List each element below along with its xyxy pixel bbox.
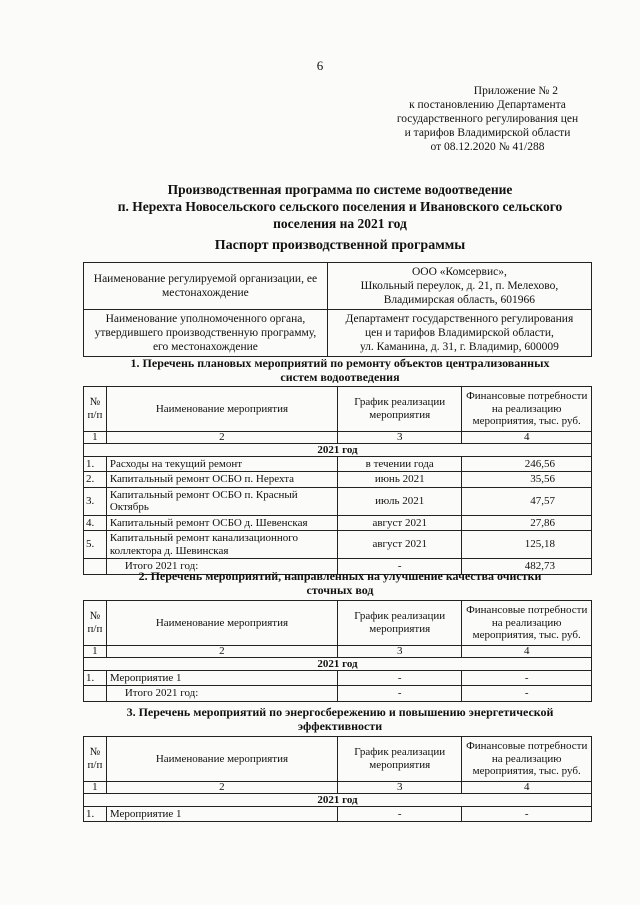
header-line: График реализации bbox=[354, 396, 446, 409]
header-line: График реализации bbox=[354, 610, 446, 623]
table-header-row bbox=[84, 601, 592, 646]
section-3-table bbox=[83, 736, 592, 822]
page-number: 6 bbox=[316, 58, 324, 73]
schedule-cell: - bbox=[337, 806, 461, 822]
finance-cell: 35,56 bbox=[462, 472, 592, 488]
total-row bbox=[84, 686, 592, 702]
column-index-cell: 1 bbox=[84, 645, 107, 657]
column-index-cell: 3 bbox=[337, 645, 461, 657]
appendix-line: к постановлению Департамента bbox=[409, 99, 566, 111]
header-line: мероприятия bbox=[369, 758, 431, 771]
event-name-line: Капитальный ремонт ОСБО п. Красный bbox=[109, 488, 298, 501]
section-heading-line: эффективности bbox=[297, 719, 383, 733]
header-line: Наименование мероприятия bbox=[155, 616, 289, 629]
header-line: на реализацию bbox=[491, 402, 562, 415]
column-index-row bbox=[84, 781, 592, 793]
passport-value-line: Владимирская область, 601966 bbox=[383, 294, 536, 306]
event-name-cell bbox=[106, 806, 337, 822]
header-line: № bbox=[89, 396, 101, 409]
table-row bbox=[84, 487, 592, 515]
appendix-line: от 08.12.2020 № 41/288 bbox=[430, 141, 545, 153]
event-name-cell bbox=[106, 456, 337, 472]
column-index-cell: 2 bbox=[106, 431, 337, 443]
event-name-line: Октябрь bbox=[109, 501, 149, 513]
finance-cell: 246,56 bbox=[462, 456, 592, 472]
row-number-cell: 1. bbox=[84, 456, 107, 472]
event-name-line: коллектора д. Шевинская bbox=[109, 544, 229, 557]
event-name-line: Расходы на текущий ремонт bbox=[109, 457, 243, 470]
row-number-cell: 5. bbox=[84, 531, 107, 559]
header-cell-num bbox=[84, 601, 107, 646]
passport-label-line: местонахождение bbox=[162, 287, 249, 299]
title-line: п. Нерехта Новосельского сельского поселения и Ивановского сельского bbox=[117, 199, 563, 214]
event-name-line: Мероприятие 1 bbox=[109, 671, 182, 684]
event-name-cell bbox=[106, 670, 337, 686]
header-line: мероприятия bbox=[369, 622, 431, 635]
event-name-cell bbox=[106, 515, 337, 531]
passport-heading: Паспорт производственной программы bbox=[214, 238, 466, 253]
passport-label-line: Наименование уполномоченного органа, bbox=[105, 313, 306, 325]
header-line: п/п bbox=[87, 622, 103, 635]
row-number-cell: 4. bbox=[84, 515, 107, 531]
appendix-line: государственного регулирования цен bbox=[396, 113, 579, 125]
event-name-line: Мероприятие 1 bbox=[109, 807, 182, 820]
header-line: Финансовые потребности bbox=[466, 604, 588, 616]
event-name-line: Капитальный ремонт ОСБО п. Нерехта bbox=[109, 473, 295, 485]
finance-cell: 27,86 bbox=[462, 515, 592, 531]
section-3-heading bbox=[60, 705, 620, 733]
section-2-table bbox=[83, 600, 592, 702]
year-cell: 2021 год bbox=[84, 443, 592, 456]
passport-label-line: Наименование регулируемой организации, ее bbox=[93, 273, 318, 285]
table-header-row bbox=[84, 737, 592, 782]
column-index-cell: 1 bbox=[84, 431, 107, 443]
column-index-cell: 4 bbox=[462, 781, 592, 793]
header-line: Финансовые потребности bbox=[466, 390, 588, 402]
column-index-cell: 3 bbox=[337, 431, 461, 443]
header-line: № bbox=[89, 610, 101, 623]
header-line: Наименование мероприятия bbox=[155, 402, 289, 415]
header-line: № bbox=[89, 746, 101, 759]
header-cell-schedule bbox=[337, 737, 461, 782]
finance-cell: - bbox=[462, 806, 592, 822]
event-name-line: Капитальный ремонт ОСБО д. Шевенская bbox=[109, 516, 308, 529]
document-title bbox=[60, 181, 620, 232]
event-name-cell bbox=[106, 487, 337, 515]
row-number-cell: 1. bbox=[84, 806, 107, 822]
schedule-cell: в течении года bbox=[337, 456, 461, 472]
year-cell: 2021 год bbox=[84, 657, 592, 670]
header-cell-num bbox=[84, 737, 107, 782]
section-heading-line: сточных вод bbox=[306, 583, 374, 597]
section-heading-line: 1. Перечень плановых мероприятий по ремонту объектов централизованных bbox=[130, 356, 550, 370]
row-number-cell: 3. bbox=[84, 487, 107, 515]
table-row bbox=[84, 515, 592, 531]
header-cell-schedule bbox=[337, 387, 461, 432]
total-number-cell bbox=[84, 686, 107, 702]
appendix-line: и тарифов Владимирской области bbox=[404, 127, 571, 139]
column-index-cell: 2 bbox=[106, 781, 337, 793]
header-cell-name bbox=[106, 737, 337, 782]
section-1-table bbox=[83, 386, 592, 575]
year-row bbox=[84, 443, 592, 456]
total-finance-cell: - bbox=[462, 686, 592, 702]
header-cell-finance bbox=[462, 737, 592, 782]
title-line: Производственная программа по системе водоотведение bbox=[167, 182, 513, 197]
year-row bbox=[84, 657, 592, 670]
section-heading-line: систем водоотведения bbox=[280, 370, 400, 384]
passport-label-line: утвердившего производственную программу, bbox=[94, 327, 317, 339]
event-name-cell bbox=[106, 472, 337, 488]
schedule-cell: август 2021 bbox=[337, 515, 461, 531]
header-line: мероприятия, тыс. руб. bbox=[472, 415, 581, 427]
header-line: мероприятия bbox=[369, 408, 431, 421]
column-index-cell: 4 bbox=[462, 431, 592, 443]
section-heading-line: 3. Перечень мероприятий по энергосбережению и повышению энергетической bbox=[126, 705, 554, 719]
table-row bbox=[84, 806, 592, 822]
header-cell-name bbox=[106, 601, 337, 646]
schedule-cell: июнь 2021 bbox=[337, 472, 461, 488]
passport-value-line: цен и тарифов Владимирской области, bbox=[364, 327, 554, 339]
column-index-cell: 2 bbox=[106, 645, 337, 657]
row-number-cell: 2. bbox=[84, 472, 107, 488]
section-1-heading bbox=[60, 356, 620, 384]
passport-row bbox=[84, 263, 592, 310]
column-index-cell: 4 bbox=[462, 645, 592, 657]
total-schedule-cell: - bbox=[337, 559, 461, 575]
year-row bbox=[84, 793, 592, 806]
schedule-cell: июль 2021 bbox=[337, 487, 461, 515]
section-heading-line: 2. Перечень мероприятий, направленных на улучшение качества очистки bbox=[138, 569, 542, 583]
passport-label-cell bbox=[84, 310, 328, 357]
total-label-cell: Итого 2021 год: bbox=[106, 686, 337, 702]
schedule-cell: август 2021 bbox=[337, 531, 461, 559]
row-number-cell: 1. bbox=[84, 670, 107, 686]
appendix-line: Приложение № 2 bbox=[473, 85, 558, 97]
header-line: на реализацию bbox=[491, 752, 562, 765]
passport-value-line: Департамент государственного регулирования bbox=[345, 313, 574, 325]
passport-row bbox=[84, 310, 592, 357]
header-line: мероприятия, тыс. руб. bbox=[472, 765, 581, 777]
passport-value-cell bbox=[327, 263, 591, 310]
finance-cell: 47,57 bbox=[462, 487, 592, 515]
table-row bbox=[84, 670, 592, 686]
column-index-row bbox=[84, 645, 592, 657]
finance-cell: - bbox=[462, 670, 592, 686]
header-line: п/п bbox=[87, 408, 103, 421]
passport-label-line: его местонахождение bbox=[152, 341, 258, 353]
passport-value-line: Школьный переулок, д. 21, п. Мелехово, bbox=[360, 280, 559, 292]
table-row bbox=[84, 472, 592, 488]
column-index-cell: 1 bbox=[84, 781, 107, 793]
header-cell-finance bbox=[462, 601, 592, 646]
header-line: График реализации bbox=[354, 746, 446, 759]
header-line: мероприятия, тыс. руб. bbox=[472, 629, 581, 641]
total-finance-cell: 482,73 bbox=[462, 559, 592, 575]
title-line: поселения на 2021 год bbox=[273, 216, 407, 231]
passport-value-line: ул. Каманина, д. 31, г. Владимир, 600009 bbox=[359, 341, 559, 353]
year-cell: 2021 год bbox=[84, 793, 592, 806]
header-cell-finance bbox=[462, 387, 592, 432]
passport-value-cell bbox=[327, 310, 591, 357]
passport-table bbox=[83, 262, 592, 357]
finance-cell: 125,18 bbox=[462, 531, 592, 559]
header-cell-num bbox=[84, 387, 107, 432]
header-line: на реализацию bbox=[491, 616, 562, 629]
table-header-row bbox=[84, 387, 592, 432]
appendix-block bbox=[395, 84, 580, 154]
event-name-cell bbox=[106, 531, 337, 559]
header-line: Финансовые потребности bbox=[466, 740, 588, 752]
header-line: Наименование мероприятия bbox=[155, 752, 289, 765]
total-label-cell: Итого 2021 год: bbox=[106, 559, 337, 575]
header-cell-name bbox=[106, 387, 337, 432]
passport-value-line: ООО «Комсервис», bbox=[411, 266, 507, 278]
schedule-cell: - bbox=[337, 670, 461, 686]
table-row bbox=[84, 456, 592, 472]
total-schedule-cell: - bbox=[337, 686, 461, 702]
event-name-line: Капитальный ремонт канализационного bbox=[109, 532, 299, 544]
section-2-heading bbox=[60, 569, 620, 597]
column-index-cell: 3 bbox=[337, 781, 461, 793]
table-row bbox=[84, 531, 592, 559]
header-line: п/п bbox=[87, 758, 103, 771]
column-index-row bbox=[84, 431, 592, 443]
header-cell-schedule bbox=[337, 601, 461, 646]
passport-label-cell bbox=[84, 263, 328, 310]
